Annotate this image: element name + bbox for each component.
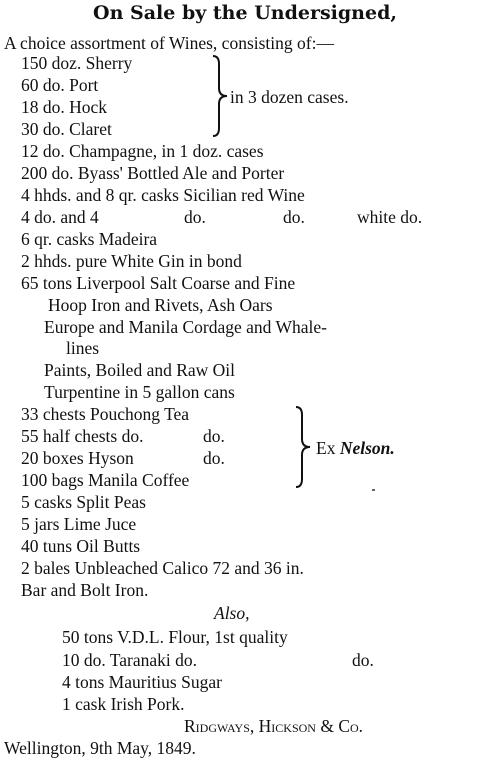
item-line: 12 do. Champagne, in 1 doz. cases <box>21 141 264 161</box>
signature: Ridgways, Hickson & Co. <box>184 716 364 736</box>
white-wine-qty: 4 do. and 4 <box>21 207 99 227</box>
also-heading: Also, <box>214 603 250 623</box>
intro-line: A choice assortment of Wines, consisting of:— <box>4 33 334 53</box>
item-line: 4 hhds. and 8 qr. casks Sicilian red Wine <box>21 185 305 205</box>
nelson-prefix: Ex <box>316 438 336 458</box>
item-line: 5 jars Lime Juce <box>21 514 137 534</box>
ditto-mark: do. <box>352 650 374 670</box>
wine-item: 18 do. Hock <box>21 97 108 117</box>
item-line: 65 tons Liverpool Salt Coarse and Fine <box>21 273 296 293</box>
nelson-note <box>316 437 395 459</box>
also-item: 50 tons V.D.L. Flour, 1st quality <box>62 627 288 647</box>
ditto-mark: do. <box>184 207 206 227</box>
item-line: Europe and Manila Cordage and Whale- <box>44 317 327 337</box>
nelson-item: 100 bags Manila Coffee <box>21 470 190 490</box>
print-speck <box>372 489 375 491</box>
wine-item: 30 do. Claret <box>21 119 112 139</box>
ditto-mark: do. <box>203 426 225 446</box>
item-line: 200 do. Byass' Bottled Ale and Porter <box>21 163 285 183</box>
headline: On Sale by the Undersigned, <box>93 2 397 24</box>
also-item: 1 cask Irish Pork. <box>62 694 185 714</box>
item-line: 40 tuns Oil Butts <box>21 536 141 556</box>
white-wine-label: white do. <box>357 207 423 227</box>
wine-item: 60 do. Port <box>21 75 99 95</box>
item-line: 6 qr. casks Madeira <box>21 229 158 249</box>
also-item: 4 tons Mauritius Sugar <box>62 672 222 692</box>
nelson-item: 33 chests Pouchong Tea <box>21 404 190 424</box>
item-line-continuation: lines <box>66 338 100 358</box>
curly-brace-icon <box>292 405 314 489</box>
item-line: Hoop Iron and Rivets, Ash Oars <box>48 295 273 315</box>
item-line: 2 hhds. pure White Gin in bond <box>21 251 242 271</box>
item-line: Bar and Bolt Iron. <box>21 580 149 600</box>
item-line: Paints, Boiled and Raw Oil <box>44 360 236 380</box>
also-item: 10 do. Taranaki do. <box>62 650 198 670</box>
nelson-item: 20 boxes Hyson <box>21 448 134 468</box>
item-line: Turpentine in 5 gallon cans <box>44 382 235 402</box>
ditto-mark: do. <box>203 448 225 468</box>
item-line: 5 casks Split Peas <box>21 492 146 512</box>
wine-group-note: in 3 dozen cases. <box>230 87 349 107</box>
dateline: Wellington, 9th May, 1849. <box>4 738 196 758</box>
curly-brace-icon <box>209 54 231 138</box>
wine-item: 150 doz. Sherry <box>21 53 133 73</box>
ditto-mark: do. <box>283 207 305 227</box>
nelson-item: 55 half chests do. <box>21 426 144 446</box>
item-line: 2 bales Unbleached Calico 72 and 36 in. <box>21 558 304 578</box>
ship-name: Nelson. <box>339 438 395 458</box>
